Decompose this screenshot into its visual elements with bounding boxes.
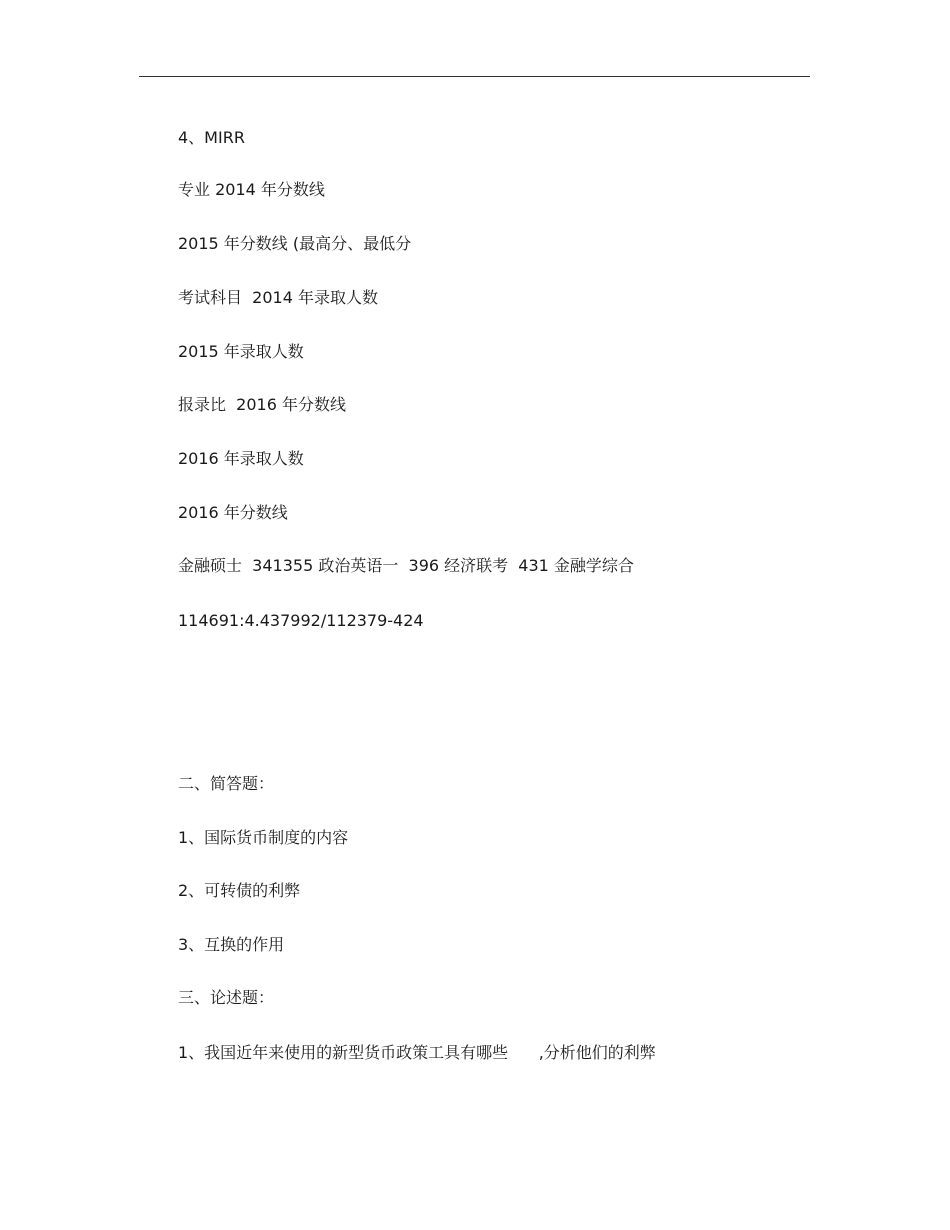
text-line-major-2014-score: 专业 2014 年分数线 xyxy=(178,180,325,199)
header-rule xyxy=(139,76,810,77)
question-item-3: 3、互换的作用 xyxy=(178,935,285,954)
text-line-2016-score: 2016 年分数线 xyxy=(178,503,288,522)
text-line-numbers: 114691:4.437992/112379-424 xyxy=(178,611,424,630)
essay-item-1: 1、我国近年来使用的新型货币政策工具有哪些 ,分析他们的利弊 xyxy=(178,1043,656,1062)
text-line-2015-admitted: 2015 年录取人数 xyxy=(178,342,304,361)
text-line-subject-2014-admitted: 考试科目 2014 年录取人数 xyxy=(178,288,378,307)
section-heading-essay: 三、论述题： xyxy=(178,988,275,1007)
question-item-2: 2、可转债的利弊 xyxy=(178,881,301,900)
text-line-finance-master: 金融硕士 341355 政治英语一 396 经济联考 431 金融学综合 xyxy=(178,556,634,575)
text-line-2016-admitted: 2016 年录取人数 xyxy=(178,449,304,468)
text-line-ratio-2016-score: 报录比 2016 年分数线 xyxy=(178,395,346,414)
section-heading-short-answer: 二、简答题： xyxy=(178,774,275,793)
text-line-mirr: 4、MIRR xyxy=(178,128,245,147)
text-line-2015-score: 2015 年分数线 (最高分、最低分 xyxy=(178,234,412,253)
question-item-1: 1、国际货币制度的内容 xyxy=(178,828,349,847)
